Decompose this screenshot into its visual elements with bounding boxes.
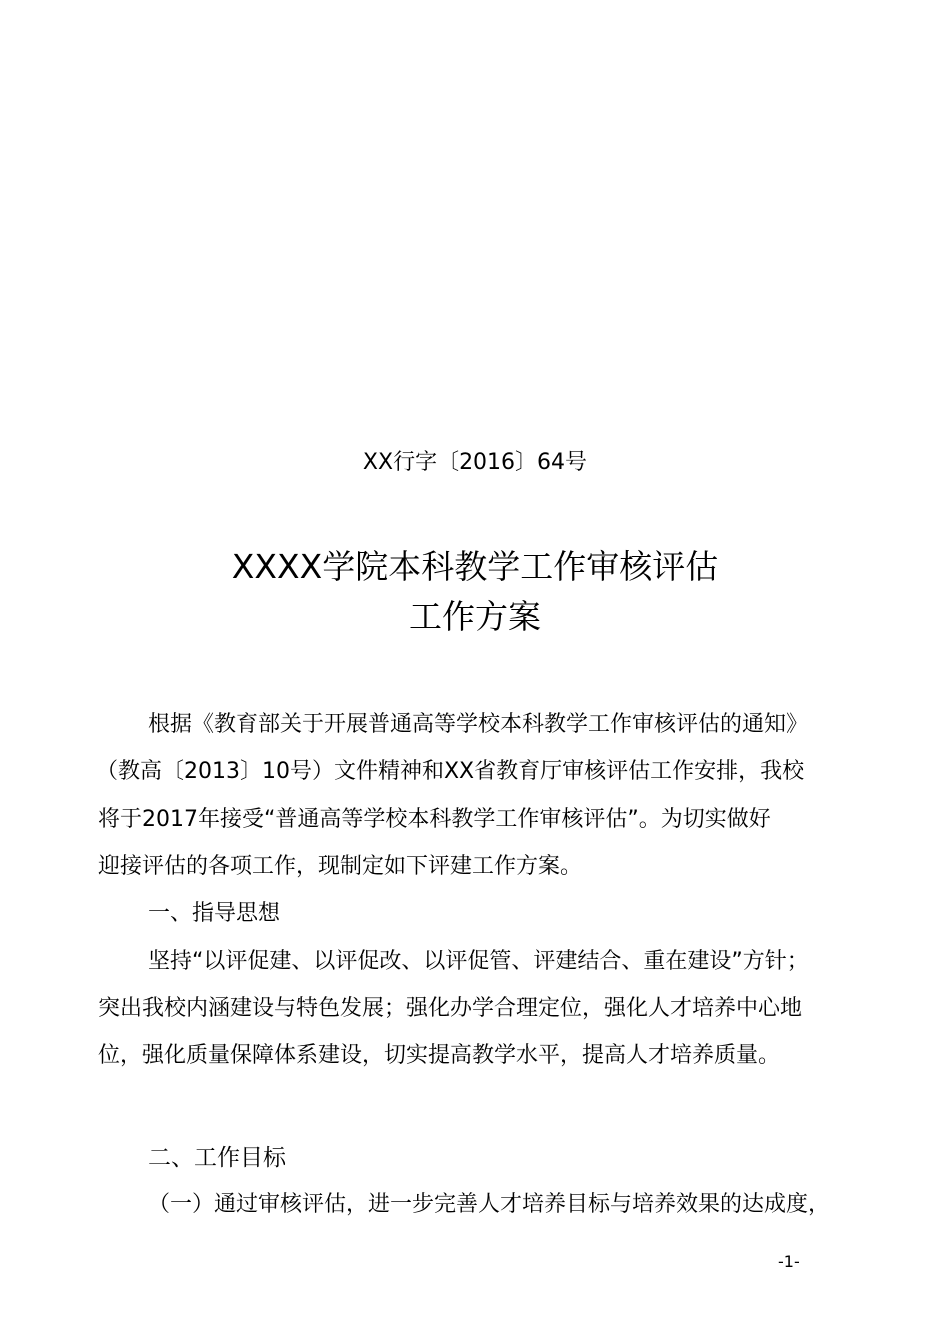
- document-number: XX行字〔2016〕64号: [362, 450, 588, 475]
- intro-line-3: 将于2017年接受“普通高等学校本科教学工作审核评估”。为切实做好: [98, 807, 771, 832]
- intro-line-1: 根据《教育部关于开展普通高等学校本科教学工作审核评估的通知》: [148, 712, 809, 737]
- section-1-line-1: 坚持“以评促建、以评促改、以评促管、评建结合、重在建设”方针；: [148, 949, 809, 974]
- intro-line-2: （教高〔2013〕10号）文件精神和XX省教育厅审核评估工作安排，我校: [96, 759, 805, 784]
- section-1-heading: 一、指导思想: [148, 901, 281, 926]
- intro-line-4: 迎接评估的各项工作，现制定如下评建工作方案。: [98, 854, 583, 879]
- title-line-2: 工作方案: [409, 597, 541, 636]
- section-2-item-1: （一）通过审核评估，进一步完善人才培养目标与培养效果的达成度，: [148, 1192, 831, 1217]
- page-number: -1-: [778, 1252, 800, 1271]
- section-1-line-3: 位，强化质量保障体系建设，切实提高教学水平，提高人才培养质量。: [98, 1043, 781, 1068]
- section-2-heading: 二、工作目标: [148, 1145, 286, 1171]
- document-title: [0, 542, 950, 642]
- section-1-line-2: 突出我校内涵建设与特色发展；强化办学合理定位，强化人才培养中心地: [98, 996, 803, 1021]
- title-line-1: XXXX学院本科教学工作审核评估: [231, 547, 719, 586]
